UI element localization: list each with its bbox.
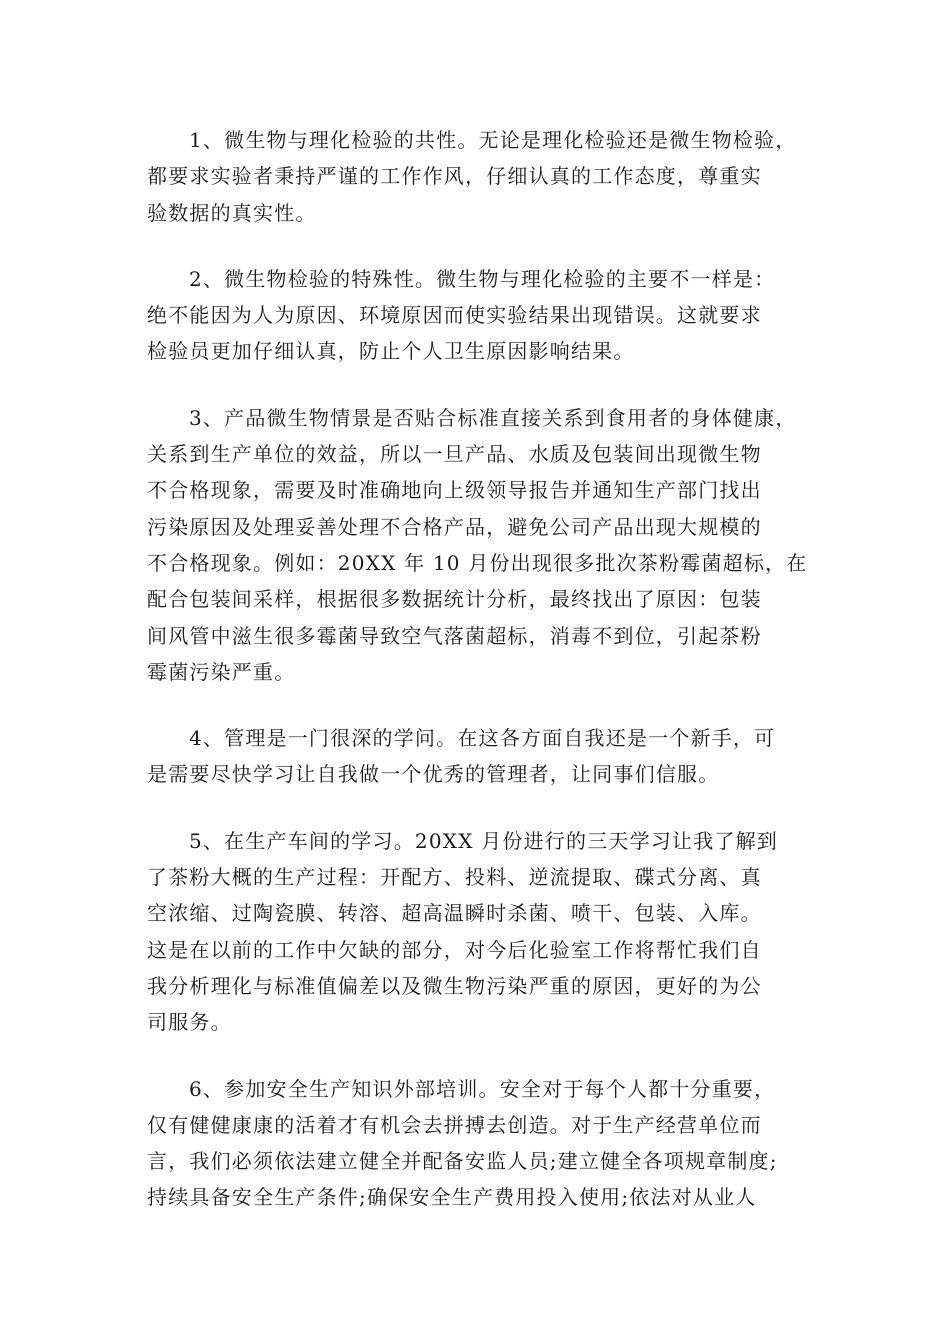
text-line: 霉菌污染严重。 [147, 659, 296, 684]
paragraph-2 [147, 261, 817, 370]
text-line: 空浓缩、过陶瓷膜、转溶、超高温瞬时杀菌、喷干、包装、入库。 [147, 901, 762, 926]
text-line: 3、产品微生物情景是否贴合标准直接关系到食用者的身体健康， [189, 405, 797, 430]
text-line: 检验员更加仔细认真，防止个人卫生原因影响结果。 [147, 339, 635, 364]
paragraph-3 [147, 400, 817, 690]
paragraph-4 [147, 720, 817, 793]
text-line: 我分析理化与标准值偏差以及微生物污染严重的原因，更好的为公 [147, 973, 762, 998]
text-line: 言，我们必须依法建立健全并配备安监人员;建立健全各项规章制度; [147, 1149, 778, 1174]
text-line: 5、在生产车间的学习。20XX 月份进行的三天学习让我了解到 [189, 828, 779, 853]
text-line: 6、参加安全生产知识外部培训。安全对于每个人都十分重要， [189, 1076, 776, 1101]
text-line: 1、微生物与理化检验的共性。无论是理化检验还是微生物检验， [189, 128, 797, 152]
text-line: 司服务。 [147, 1010, 232, 1035]
text-line: 不合格现象，需要及时准确地向上级领导报告并通知生产部门找出 [147, 478, 762, 503]
text-line: 配合包装间采样，根据很多数据统计分析，最终找出了原因：包装 [147, 587, 762, 612]
text-line: 4、管理是一门很深的学问。在这各方面自我还是一个新手，可 [189, 726, 776, 751]
text-line: 仅有健健康康的活着才有机会去拼搏去创造。对于生产经营单位而 [147, 1112, 762, 1137]
text-line: 是需要尽快学习让自我做一个优秀的管理者，让同事们信服。 [147, 762, 720, 787]
paragraph-1 [147, 122, 817, 231]
text-line: 间风管中滋生很多霉菌导致空气落菌超标，消毒不到位，引起茶粉 [147, 623, 762, 648]
text-line: 这是在以前的工作中欠缺的部分，对今后化验室工作将帮忙我们自 [147, 937, 762, 962]
text-line: 了茶粉大概的生产过程：开配方、投料、逆流提取、碟式分离、真 [147, 865, 762, 890]
text-line: 验数据的真实性。 [147, 200, 317, 225]
text-line: 污染原因及处理妥善处理不合格产品，避免公司产品出现大规模的 [147, 514, 762, 539]
text-line: 2、微生物检验的特殊性。微生物与理化检验的主要不一样是： [189, 266, 776, 291]
paragraph-5 [147, 823, 817, 1041]
document-body [147, 122, 817, 1246]
paragraph-6 [147, 1071, 817, 1216]
text-line: 关系到生产单位的效益，所以一旦产品、水质及包装间出现微生物 [147, 442, 762, 467]
text-line: 都要求实验者秉持严谨的工作作风，仔细认真的工作态度，尊重实 [147, 164, 762, 189]
text-line: 绝不能因为人为原因、环境原因而使实验结果出现错误。这就要求 [147, 303, 762, 328]
text-line: 不合格现象。例如：20XX 年 10 月份出现很多批次茶粉霉菌超标，在 [147, 550, 808, 575]
text-line: 持续具备安全生产条件;确保安全生产费用投入使用;依法对从业人 [147, 1185, 757, 1210]
